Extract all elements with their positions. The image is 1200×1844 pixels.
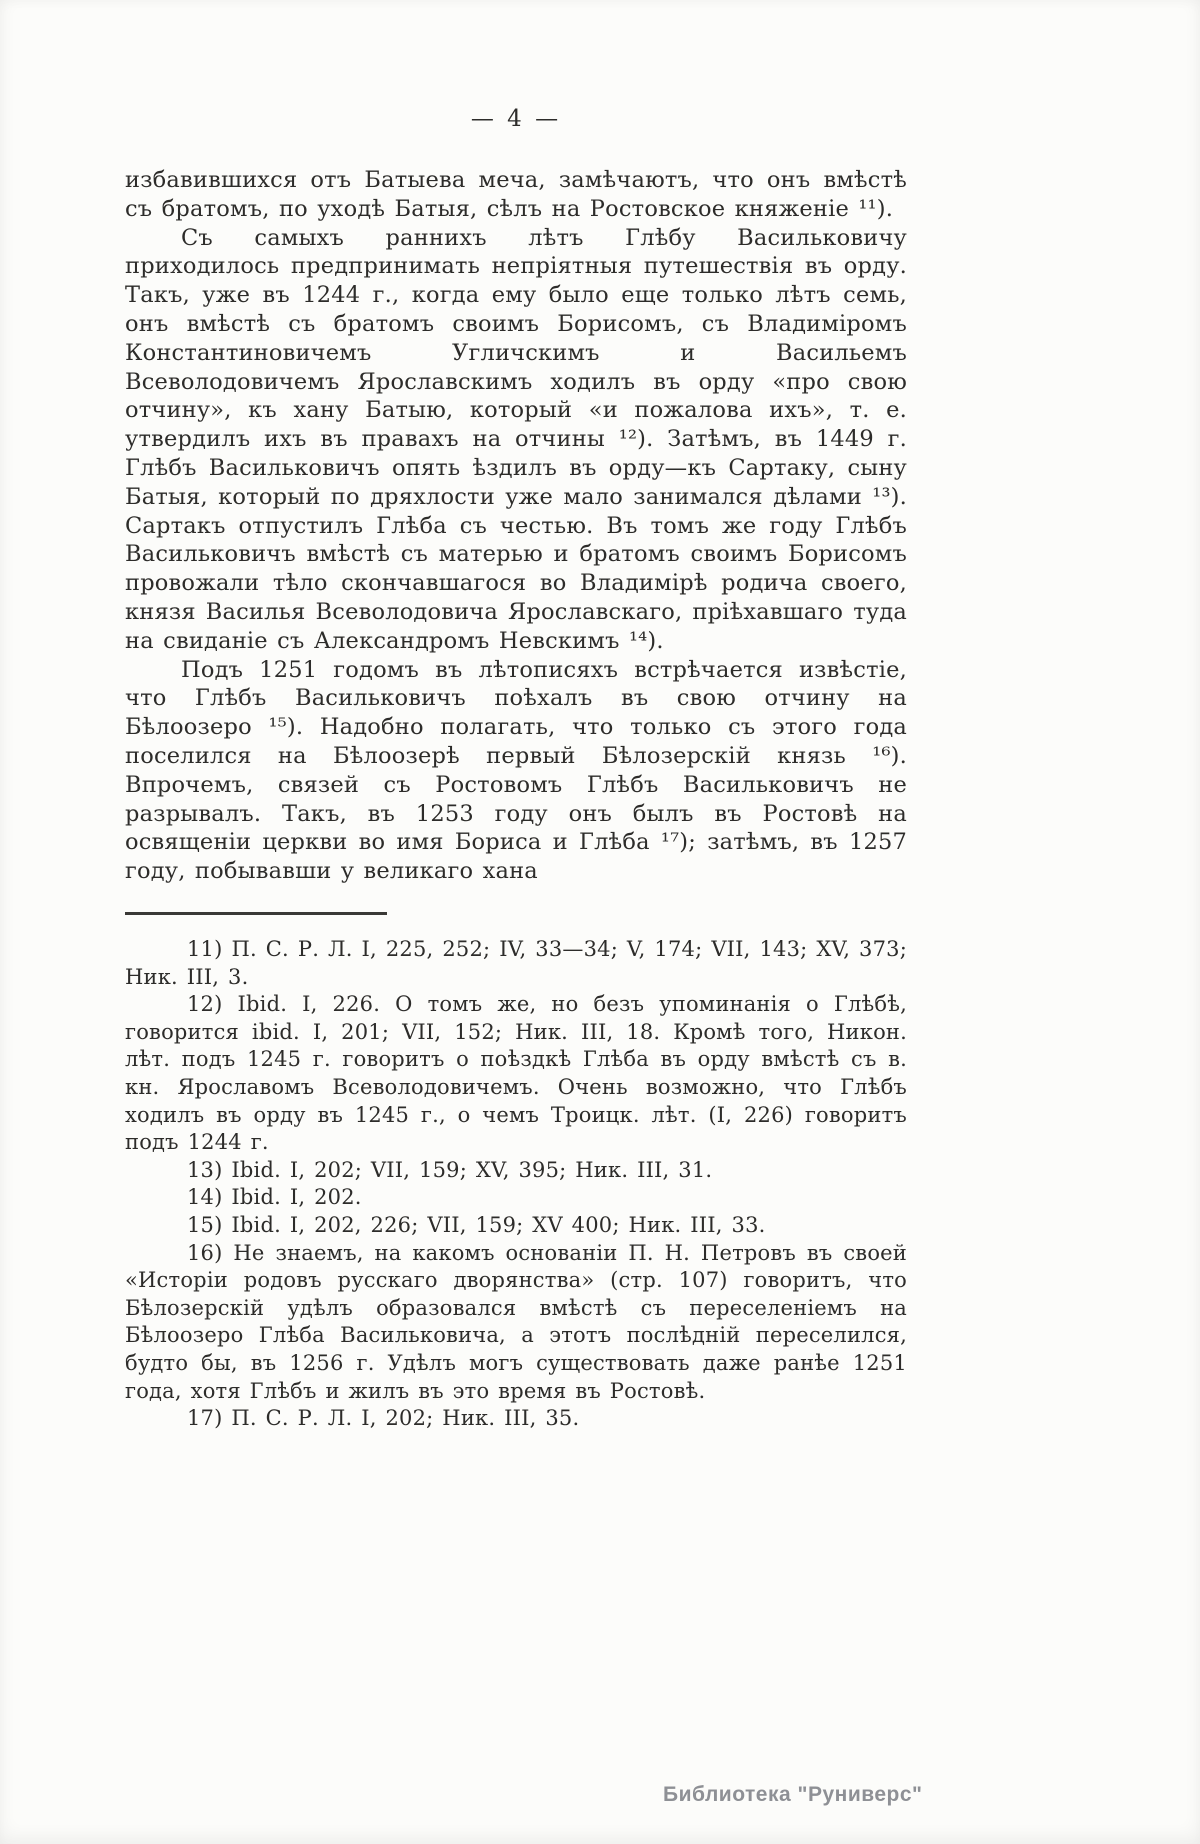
main-text-block <box>125 166 907 886</box>
footnote-13: 13) Ibid. I, 202; VII, 159; XV, 395; Ник. III, 31. <box>187 1157 713 1182</box>
footnote-16: 16) Не знаемъ, на какомъ основаніи П. Н. Петровъ въ своей «Исторіи родовъ русскаго дворянства» (стр. 107) говоритъ, что Бѣлозерскій удѣлъ образовался вмѣстѣ съ переселеніемъ на Бѣлоозеро Глѣба Васильковича, а этотъ послѣдній переселился, будто бы, въ 1256 г. Удѣлъ могъ существовать даже ранѣе 1251 года, хотя Глѣбъ и жилъ въ это время въ Ростовѣ. <box>125 1240 907 1403</box>
footnote-14: 14) Ibid. I, 202. <box>187 1185 362 1210</box>
paragraph-continuation: избавившихся отъ Батыева меча, замѣчаютъ, что онъ вмѣстѣ съ братомъ, по уходѣ Батыя, сѣлъ на Ростовское княженіе ¹¹). <box>125 167 907 222</box>
footnote-15: 15) Ibid. I, 202, 226; VII, 159; XV 400; Ник. III, 33. <box>187 1212 766 1237</box>
page-number: — 4 — <box>470 106 562 132</box>
footnote-17: 17) П. С. Р. Л. I, 202; Ник. III, 35. <box>187 1406 580 1431</box>
paragraph: Подъ 1251 годомъ въ лѣтописяхъ встрѣчается извѣстіе, что Глѣбъ Васильковичъ поѣхалъ въ свою отчину на Бѣлоозеро ¹⁵). Надобно полагать, что только съ этого года поселился на Бѣлоозерѣ первый Бѣлозерскій князь ¹⁶). Впрочемъ, связей съ Ростовомъ Глѣбъ Васильковичъ не разрывалъ. Такъ, въ 1253 году онъ былъ въ Ростовѣ на освященіи церкви во имя Бориса и Глѣба ¹⁷); затѣмъ, въ 1257 году, побывавши у великаго хана <box>125 656 907 885</box>
footnotes-block <box>125 936 907 1433</box>
paragraph: Съ самыхъ раннихъ лѣтъ Глѣбу Васильковичу приходилось предпринимать непріятныя путешествія въ орду. Такъ, уже въ 1244 г., когда ему было еще только лѣтъ семь, онъ вмѣстѣ съ братомъ своимъ Борисомъ, съ Владиміромъ Константиновичемъ Угличскимъ и Васильемъ Всеволодовичемъ Ярославскимъ ходилъ въ орду «про свою отчину», къ хану Батыю, который «и пожалова ихъ», т. е. утвердилъ ихъ въ правахъ на отчины ¹²). Затѣмъ, въ 1449 г. Глѣбъ Васильковичъ опять ѣздилъ въ орду—къ Сартаку, сыну Батыя, который по дряхлости уже мало занимался дѣлами ¹³). Сартакъ отпустилъ Глѣба съ честью. Въ томъ же году Глѣбъ Васильковичъ вмѣстѣ съ матерью и братомъ своимъ Борисомъ провожали тѣло скончавшагося во Владимірѣ родича своего, князя Василья Всеволодовича Ярославскаго, пріѣхавшаго туда на свиданіе съ Александромъ Невскимъ ¹⁴). <box>125 224 907 654</box>
footnote-separator-rule <box>125 912 387 915</box>
library-watermark: Библиотека "Руниверс" <box>663 1783 923 1806</box>
footnote-11: 11) П. С. Р. Л. I, 225, 252; IV, 33—34; V, 174; VII, 143; XV, 373; Ник. III, 3. <box>125 937 907 989</box>
footnote-12: 12) Ibid. I, 226. О томъ же, но безъ упоминанія о Глѣбѣ, говорится ibid. I, 201; VII, 152; Ник. III, 18. Кромѣ того, Никон. лѣт. подъ 1245 г. говоритъ о поѣздкѣ Глѣба въ орду вмѣстѣ съ в. кн. Ярославомъ Всеволодовичемъ. Очень возможно, что Глѣбъ ходилъ въ орду въ 1245 г., о чемъ Троицк. лѣт. (I, 226) говоритъ подъ 1244 г. <box>125 992 907 1155</box>
